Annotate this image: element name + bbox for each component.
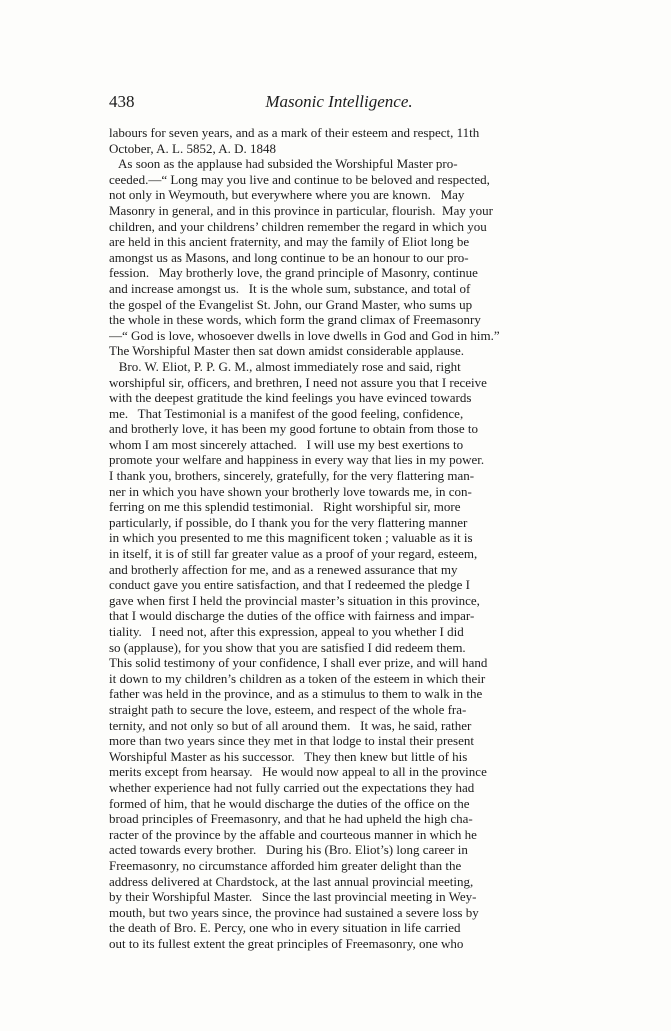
text-line: mouth, but two years since, the province had sustained a severe loss by xyxy=(109,904,479,920)
page-header xyxy=(109,92,569,116)
text-line: the whole in these words, which form the grand climax of Freemasonry xyxy=(109,312,481,328)
text-line: not only in Weymouth, but everywhere where you are known. May xyxy=(109,187,465,203)
text-line: particularly, if possible, do I thank you for the very flattering manner xyxy=(109,514,468,530)
text-line: whether experience had not fully carried out the expectations they had xyxy=(109,779,475,795)
text-line: conduct gave you entire satisfaction, and that I redeemed the pledge I xyxy=(109,577,470,593)
text-line: ceeded.—“ Long may you live and continue to be beloved and respected, xyxy=(109,171,490,187)
text-line: racter of the province by the affable and courteous manner in which he xyxy=(109,826,477,842)
text-line: out to its fullest extent the great principles of Freemasonry, one who xyxy=(109,935,464,951)
text-line: This solid testimony of your confidence, I shall ever prize, and will hand xyxy=(109,655,488,671)
text-line: Masonry in general, and in this province in particular, flourish. May your xyxy=(109,202,493,218)
text-line: tiality. I need not, after this expression, appeal to you whether I did xyxy=(109,624,464,639)
text-line: October, A. L. 5852, A. D. 1848 xyxy=(109,140,277,156)
text-line: that I would discharge the duties of the office with fairness and impar- xyxy=(109,608,475,624)
text-line: are held in this ancient fraternity, and may the family of Eliot long be xyxy=(109,234,470,250)
text-line: in which you presented to me this magnificent token ; valuable as it is xyxy=(109,530,473,546)
text-line: merits except from hearsay. He would now appeal to all in the province xyxy=(109,764,487,780)
text-line: the death of Bro. E. Percy, one who in every situation in life carried xyxy=(109,920,461,936)
text-line: fession. May brotherly love, the grand principle of Masonry, continue xyxy=(109,265,478,281)
text-line: whom I am most sincerely attached. I will use my best exertions to xyxy=(109,436,464,452)
text-line: in itself, it is of still far greater value as a proof of your regard, esteem, xyxy=(109,546,478,562)
text-line: by their Worshipful Master. Since the last provincial meeting in Wey- xyxy=(109,889,477,905)
text-line: Freemasonry, no circumstance afforded him greater delight than the xyxy=(109,857,462,873)
text-line: ner in which you have shown your brotherly love towards me, in con- xyxy=(109,483,472,499)
text-line: and brotherly affection for me, and as a renewed assurance that my xyxy=(109,561,458,577)
text-line: acted towards every brother. During his (Bro. Eliot’s) long career in xyxy=(109,842,468,858)
text-line: children, and your childrens’ children remember the regard in which you xyxy=(109,218,487,234)
text-line: labours for seven years, and as a mark of their esteem and respect, 11th xyxy=(109,125,480,140)
text-line: worshipful sir, officers, and brethren, I need not assure you that I receive xyxy=(109,374,487,390)
text-line: Worshipful Master as his successor. They then knew but little of his xyxy=(109,748,468,764)
text-line: gave when first I held the provincial master’s situation in this province, xyxy=(109,592,480,608)
text-line: broad principles of Freemasonry, and that he had upheld the high cha- xyxy=(109,811,473,827)
text-line: father was held in the province, and as a stimulus to them to walk in the xyxy=(109,686,483,702)
text-line: me. That Testimonial is a manifest of the good feeling, confidence, xyxy=(109,405,464,421)
text-line: formed of him, that he would discharge the duties of the office on the xyxy=(109,795,470,811)
text-line: ternity, and not only so but of all around them. It was, he said, rather xyxy=(109,717,472,733)
text-line: with the deepest gratitude the kind feelings you have evinced towards xyxy=(109,390,472,406)
text-line: so (applause), for you show that you are satisfied I did redeem them. xyxy=(109,639,466,655)
page-number: 438 xyxy=(109,92,135,111)
text-line: I thank you, brothers, sincerely, gratefully, for the very flattering man- xyxy=(109,468,475,484)
running-title: Masonic Intelligence. xyxy=(265,92,413,111)
text-line: it down to my children’s children as a token of the esteem in which their xyxy=(109,670,486,686)
text-line: more than two years since they met in that lodge to instal their present xyxy=(109,733,474,749)
text-line: amongst us as Masons, and long continue to be an honour to our pro- xyxy=(109,249,469,265)
text-line: promote your welfare and happiness in every way that lies in my power. xyxy=(109,452,485,468)
text-line: and increase amongst us. It is the whole sum, substance, and total of xyxy=(109,280,471,296)
text-line: address delivered at Chardstock, at the last annual provincial meeting, xyxy=(109,873,474,889)
body-text xyxy=(109,125,569,951)
text-line: Bro. W. Eliot, P. P. G. M., almost immediately rose and said, right xyxy=(109,358,461,374)
text-line: straight path to secure the love, esteem, and respect of the whole fra- xyxy=(109,701,467,717)
text-line: ferring on me this splendid testimonial. Right worshipful sir, more xyxy=(109,499,461,515)
text-line: —“ God is love, whosoever dwells in love dwells in God and God in him.” xyxy=(109,327,500,343)
text-line: and brotherly love, it has been my good fortune to obtain from those to xyxy=(109,421,478,437)
text-line: As soon as the applause had subsided the Worshipful Master pro- xyxy=(109,156,458,172)
text-line: the gospel of the Evangelist St. John, our Grand Master, who sums up xyxy=(109,296,473,312)
text-line: The Worshipful Master then sat down amidst considerable applause. xyxy=(109,343,465,359)
